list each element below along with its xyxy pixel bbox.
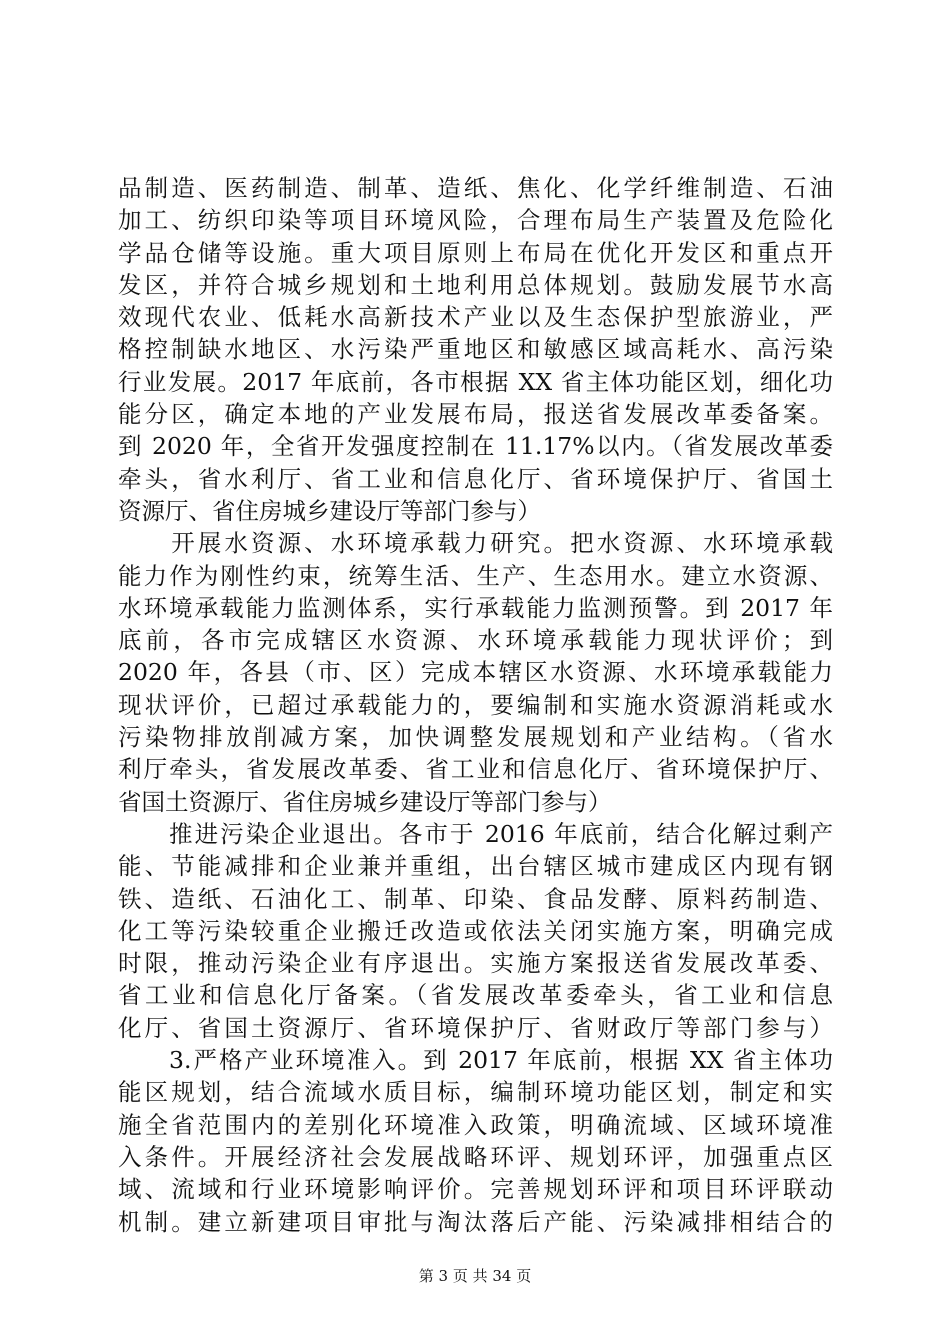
text-line: 省国土资源厅、省住房城乡建设厅等部门参与） (118, 787, 612, 816)
text-line: 牵头，省水利厅、省工业和信息化厅、省环境保护厅、省国土 (118, 464, 833, 493)
text-line: 3.严格产业环境准入。到 2017 年底前，根据 XX 省主体功 (118, 1046, 833, 1075)
text-line: 能分区，确定本地的产业发展布局，报送省发展改革委备案。 (118, 400, 833, 429)
text-line: 铁、造纸、石油化工、制革、印染、食品发酵、原料药制造、 (118, 884, 833, 913)
text-line: 机制。建立新建项目审批与淘汰落后产能、污染减排相结合的 (118, 1207, 833, 1236)
text-line: 行业发展。2017 年底前，各市根据 XX 省主体功能区划，细化功 (118, 367, 833, 396)
text-line: 水环境承载能力监测体系，实行承载能力监测预警。到 2017 年 (118, 593, 833, 622)
text-line: 发区，并符合城乡规划和土地利用总体规划。鼓励发展节水高 (118, 270, 833, 299)
page-footer: 第 3 页 共 34 页 (418, 1267, 532, 1285)
text-line: 资源厅、省住房城乡建设厅等部门参与） (118, 496, 541, 525)
text-line: 利厅牵头，省发展改革委、省工业和信息化厅、省环境保护厅、 (118, 755, 833, 784)
text-line: 效现代农业、低耗水高新技术产业以及生态保护型旅游业，严 (118, 303, 833, 332)
text-line: 学品仓储等设施。重大项目原则上布局在优化开发区和重点开 (118, 238, 833, 267)
text-line: 时限，推动污染企业有序退出。实施方案报送省发展改革委、 (118, 949, 833, 978)
text-line: 2020 年，各县（市、区）完成本辖区水资源、水环境承载能力 (118, 658, 833, 687)
text-line: 能、节能减排和企业兼并重组，出台辖区城市建成区内现有钢 (118, 852, 833, 881)
text-line: 品制造、医药制造、制革、造纸、焦化、化学纤维制造、石油 (118, 174, 833, 202)
text-line: 化厅、省国土资源厅、省环境保护厅、省财政厅等部门参与） (118, 1013, 833, 1042)
text-line: 现状评价，已超过承载能力的，要编制和实施水资源消耗或水 (118, 690, 833, 719)
text-line: 污染物排放削减方案，加快调整发展规划和产业结构。（省水 (118, 723, 833, 752)
text-line: 能区规划，结合流域水质目标，编制环境功能区划，制定和实 (118, 1078, 833, 1107)
text-line: 省工业和信息化厅备案。（省发展改革委牵头，省工业和信息 (118, 981, 833, 1010)
document-body (118, 172, 833, 1238)
text-line: 推进污染企业退出。各市于 2016 年底前，结合化解过剩产 (118, 819, 833, 848)
text-line: 开展水资源、水环境承载力研究。把水资源、水环境承载 (118, 529, 833, 558)
text-line: 底前，各市完成辖区水资源、水环境承载能力现状评价；到 (118, 626, 833, 655)
text-line: 能力作为刚性约束，统筹生活、生产、生态用水。建立水资源、 (118, 561, 833, 590)
text-line: 化工等污染较重企业搬迁改造或依法关闭实施方案，明确完成 (118, 916, 833, 945)
text-line: 施全省范围内的差别化环境准入政策，明确流域、区域环境准 (118, 1110, 833, 1139)
text-line: 格控制缺水地区、水污染严重地区和敏感区域高耗水、高污染 (118, 335, 833, 364)
text-line: 域、流域和行业环境影响评价。完善规划环评和项目环评联动 (118, 1175, 833, 1204)
text-line: 入条件。开展经济社会发展战略环评、规划环评，加强重点区 (118, 1142, 833, 1171)
text-line: 到 2020 年，全省开发强度控制在 11.17%以内。（省发展改革委 (118, 432, 833, 461)
text-line: 加工、纺织印染等项目环境风险，合理布局生产装置及危险化 (118, 206, 833, 235)
